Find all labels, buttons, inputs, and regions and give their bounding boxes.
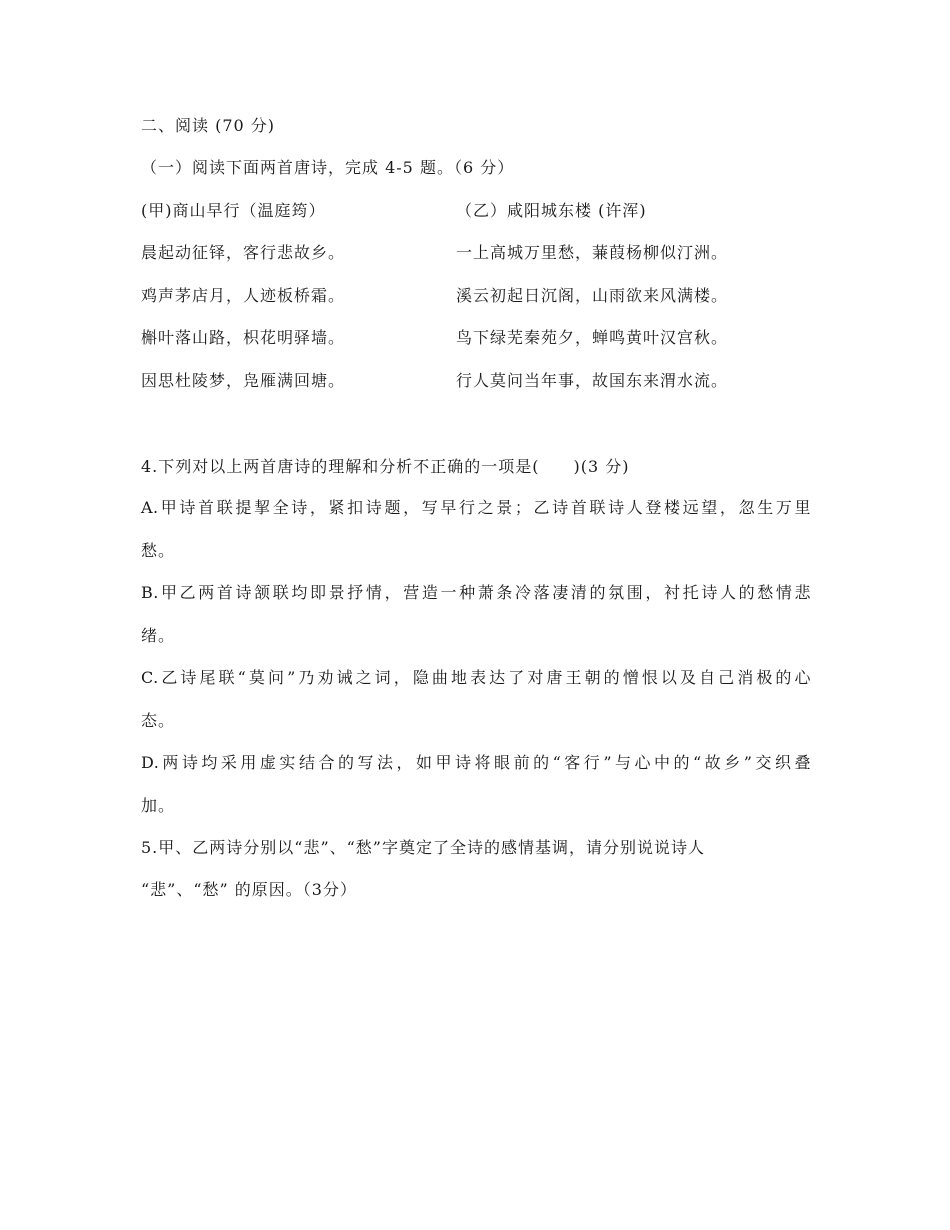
option-b-line-1: B.甲乙两首诗颔联均即景抒情，营造一种萧条冷落凄清的氛围，衬托诗人的愁情悲 [141, 583, 811, 602]
section-heading: 二、阅读 (70 分) [141, 116, 276, 135]
poem-b-title: （乙）咸阳城东楼 (许浑) [456, 201, 647, 220]
option-c-line-2: 态。 [141, 711, 176, 730]
question-5-line-2: “悲”、“愁” 的原因。（3分） [141, 880, 357, 899]
option-a-line-2: 愁。 [141, 541, 176, 560]
poem-a-title: (甲)商山早行（温庭筠） [141, 201, 326, 220]
option-b-line-2: 绪。 [141, 626, 176, 645]
poem-b-line-4: 行人莫问当年事，故国东来渭水流。 [456, 371, 729, 390]
option-c-line-1: C.乙诗尾联“莫问”乃劝诫之词，隐曲地表达了对唐王朝的憎恨以及自己消极的心 [141, 668, 811, 687]
poem-b-line-2: 溪云初起日沉阁，山雨欲来风满楼。 [456, 286, 729, 305]
question-5-line-1: 5.甲、乙两诗分别以“悲”、“愁”字奠定了全诗的感情基调，请分别说说诗人 [141, 838, 705, 857]
poem-b-line-3: 鸟下绿芜秦苑夕，蝉鸣黄叶汉宫秋。 [456, 328, 729, 347]
poem-b-line-1: 一上高城万里愁，蒹葭杨柳似汀洲。 [456, 243, 729, 262]
poem-a-line-3: 槲叶落山路，枳花明驿墙。 [141, 328, 346, 347]
option-d-line-2: 加。 [141, 796, 176, 815]
question-4-stem: 4.下列对以上两首唐诗的理解和分析不正确的一项是( )(3 分) [141, 457, 630, 476]
poem-a-line-4: 因思杜陵梦，凫雁满回塘。 [141, 371, 346, 390]
option-a-line-1: A.甲诗首联提挈全诗，紧扣诗题，写早行之景；乙诗首联诗人登楼远望，忽生万里 [141, 498, 811, 517]
poem-a-line-1: 晨起动征铎，客行悲故乡。 [141, 243, 346, 262]
subsection-heading: （一）阅读下面两首唐诗，完成 4-5 题。（6 分） [141, 158, 515, 177]
poem-a-line-2: 鸡声茅店月，人迹板桥霜。 [141, 286, 346, 305]
option-d-line-1: D.两诗均采用虚实结合的写法，如甲诗将眼前的“客行”与心中的“故乡”交织叠 [141, 753, 811, 772]
